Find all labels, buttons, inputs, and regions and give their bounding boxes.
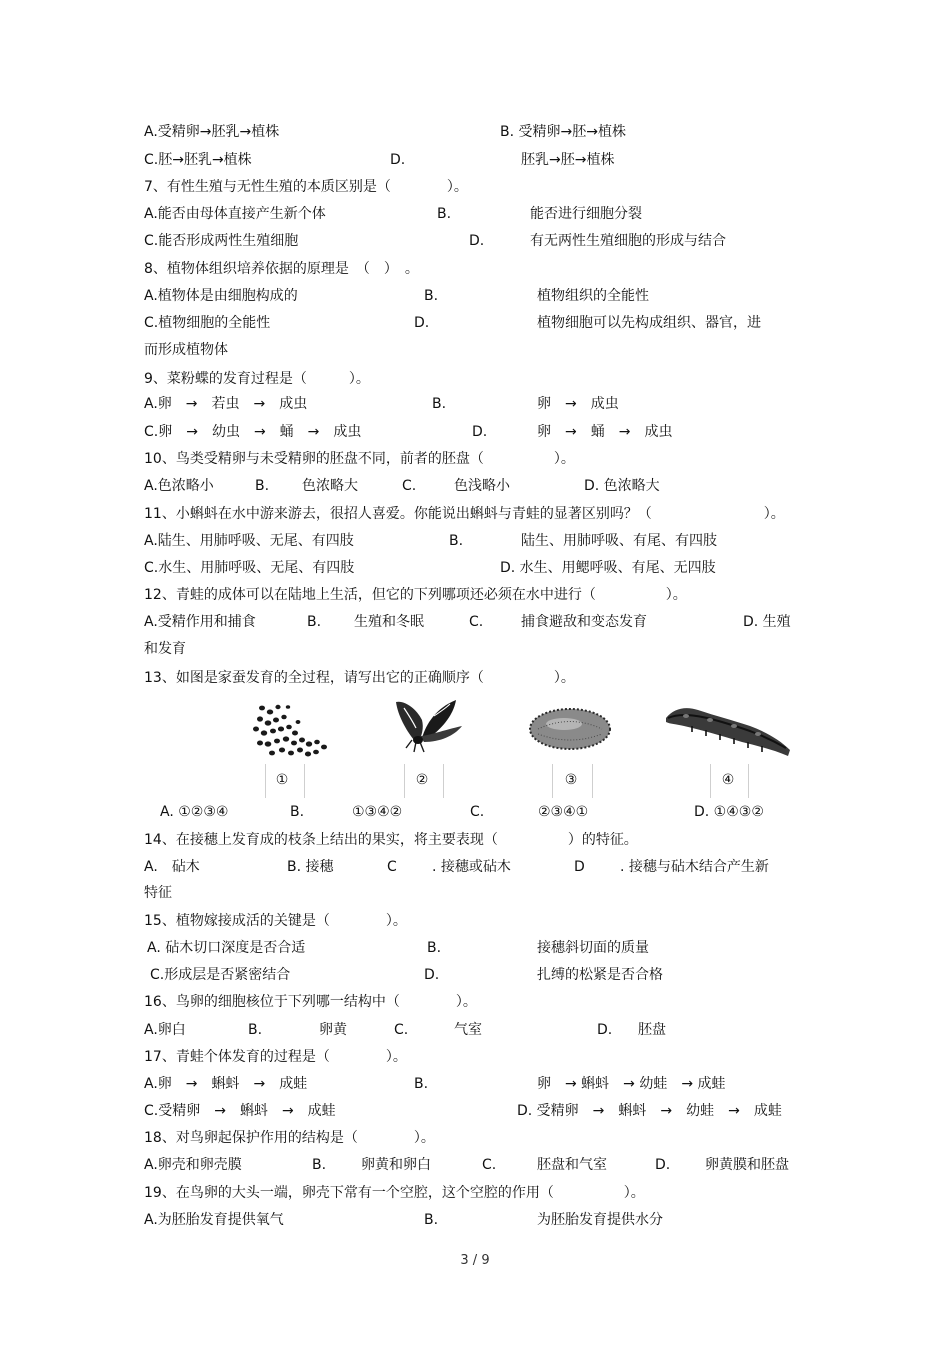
q13-stem: 13、如图是家蚕发育的全过程，请写出它的正确顺序（ ）。 xyxy=(144,670,575,686)
q16-stem: 16、鸟卵的细胞核位于下列哪一结构中（ ）。 xyxy=(144,994,477,1010)
q17-stem: 17、青蛙个体发育的过程是（ ）。 xyxy=(144,1049,407,1065)
q12-option-a: A.受精作用和捕食 xyxy=(144,614,256,630)
q14-option-d-text: . 接穗与砧木结合产生新 xyxy=(620,859,769,875)
q16-option-d-text: 胚盘 xyxy=(638,1022,666,1038)
q12-option-d: D. 生殖 xyxy=(743,614,791,630)
q9-option-b-letter: B. xyxy=(432,396,447,412)
q9-stem: 9、菜粉蝶的发育过程是（ ）。 xyxy=(144,371,370,387)
q18-option-d-letter: D. xyxy=(655,1157,671,1173)
q10-option-d: D. 色浓略大 xyxy=(584,478,660,494)
silkworm-moth-illustration xyxy=(384,690,466,756)
figure-divider xyxy=(304,764,305,798)
q7-option-d-text: 有无两性生殖细胞的形成与结合 xyxy=(530,233,726,249)
q16-option-a: A.卵白 xyxy=(144,1022,186,1038)
q6-option-d-text: 胚乳→胚→植株 xyxy=(521,152,615,168)
q11-option-b-letter: B. xyxy=(449,533,464,549)
figure-label-2: ② xyxy=(415,772,429,788)
q11-option-b-text: 陆生、用肺呼吸、有尾、有四肢 xyxy=(521,533,717,549)
q9-option-b-text: 卵 → 成虫 xyxy=(537,396,619,412)
q19-option-b-text: 为胚胎发育提供水分 xyxy=(537,1212,663,1228)
q13-option-b-text: ①③④② xyxy=(352,804,403,820)
q10-option-b-text: 色浓略大 xyxy=(302,478,358,494)
q12-option-c-text: 捕食避敌和变态发育 xyxy=(521,614,647,630)
q7-option-a: A.能否由母体直接产生新个体 xyxy=(144,206,326,222)
q8-option-b-text: 植物组织的全能性 xyxy=(537,288,649,304)
q19-stem: 19、在鸟卵的大头一端，卵壳下常有一个空腔，这个空腔的作用（ ）。 xyxy=(144,1185,645,1201)
q14-stem: 14、在接穗上发育成的枝条上结出的果实，将主要表现（ ）的特征。 xyxy=(144,832,638,848)
q6-option-b: B. 受精卵→胚→植株 xyxy=(500,124,626,140)
q8-option-d-letter: D. xyxy=(414,315,430,331)
figure-label-3: ③ xyxy=(564,772,578,788)
silkworm-cocoon-illustration xyxy=(528,704,612,754)
q14-option-c-letter: C xyxy=(387,859,397,875)
q6-option-d-letter: D. xyxy=(390,152,406,168)
figure-divider xyxy=(552,764,553,798)
q15-option-c: C.形成层是否紧密结合 xyxy=(150,967,291,983)
q18-option-b-text: 卵黄和卵白 xyxy=(361,1157,431,1173)
q17-option-d: D. 受精卵 → 蝌蚪 → 幼蛙 → 成蛙 xyxy=(517,1103,782,1119)
q12-option-b-letter: B. xyxy=(307,614,322,630)
silkworm-eggs-illustration xyxy=(248,698,330,764)
figure-divider xyxy=(265,764,266,798)
q15-stem: 15、植物嫁接成活的关键是（ ）。 xyxy=(144,913,407,929)
q12-option-c-letter: C. xyxy=(469,614,484,630)
q14-option-d-continuation: 特征 xyxy=(144,885,172,901)
q14-option-d-letter: D xyxy=(574,859,585,875)
q15-option-a: A. 砧木切口深度是否合适 xyxy=(147,940,306,956)
q16-option-b-text: 卵黄 xyxy=(319,1022,347,1038)
figure-divider xyxy=(443,764,444,798)
q17-option-a: A.卵 → 蝌蚪 → 成蛙 xyxy=(144,1076,308,1092)
q9-option-a: A.卵 → 若虫 → 成虫 xyxy=(144,396,308,412)
q8-option-d-continuation: 而形成植物体 xyxy=(144,342,228,358)
q18-option-b-letter: B. xyxy=(312,1157,327,1173)
q16-option-c-text: 气室 xyxy=(454,1022,482,1038)
q14-option-a: A. 砧木 xyxy=(144,859,200,875)
q17-option-b-text: 卵 → 蝌蚪 → 幼蛙 → 成蛙 xyxy=(537,1076,726,1092)
q14-option-b: B. 接穗 xyxy=(287,859,334,875)
figure-divider xyxy=(748,764,749,798)
q18-option-c-letter: C. xyxy=(482,1157,497,1173)
page-number: 3 / 9 xyxy=(460,1253,490,1268)
q8-option-d-text: 植物细胞可以先构成组织、器官，进 xyxy=(537,315,761,331)
q13-option-d: D. ①④③② xyxy=(694,804,764,820)
q11-option-a: A.陆生、用肺呼吸、无尾、有四肢 xyxy=(144,533,354,549)
q19-option-b-letter: B. xyxy=(424,1212,439,1228)
q15-option-b-letter: B. xyxy=(427,940,442,956)
figure-divider xyxy=(592,764,593,798)
q16-option-b-letter: B. xyxy=(248,1022,263,1038)
figure-label-4: ④ xyxy=(721,772,735,788)
q15-option-d-text: 扎缚的松紧是否合格 xyxy=(537,967,663,983)
q16-option-c-letter: C. xyxy=(394,1022,409,1038)
q12-stem: 12、青蛙的成体可以在陆地上生活，但它的下列哪项还必须在水中进行（ ）。 xyxy=(144,587,687,603)
q10-stem: 10、鸟类受精卵与未受精卵的胚盘不同，前者的胚盘（ ）。 xyxy=(144,451,575,467)
q17-option-b-letter: B. xyxy=(414,1076,429,1092)
q14-option-c-text: . 接穗或砧木 xyxy=(432,859,511,875)
q15-option-b-text: 接穗斜切面的质量 xyxy=(537,940,649,956)
q13-option-b-letter: B. xyxy=(290,804,305,820)
q16-option-d-letter: D. xyxy=(597,1022,613,1038)
silkworm-larva-illustration xyxy=(662,700,794,762)
figure-label-1: ① xyxy=(275,772,289,788)
q10-option-c-letter: C. xyxy=(402,478,417,494)
q11-option-c: C.水生、用肺呼吸、无尾、有四肢 xyxy=(144,560,355,576)
q6-option-c: C.胚→胚乳→植株 xyxy=(144,152,252,168)
q18-stem: 18、对鸟卵起保护作用的结构是（ ）。 xyxy=(144,1130,435,1146)
q15-option-d-letter: D. xyxy=(424,967,440,983)
q8-stem: 8、植物体组织培养依据的原理是 （ ） 。 xyxy=(144,261,419,277)
q7-option-b-text: 能否进行细胞分裂 xyxy=(530,206,642,222)
figure-divider xyxy=(404,764,405,798)
q18-option-d-text: 卵黄膜和胚盘 xyxy=(705,1157,789,1173)
q8-option-b-letter: B. xyxy=(424,288,439,304)
q9-option-d-letter: D. xyxy=(472,424,488,440)
q10-option-b-letter: B. xyxy=(255,478,270,494)
q17-option-c: C.受精卵 → 蝌蚪 → 成蛙 xyxy=(144,1103,336,1119)
q18-option-a: A.卵壳和卵壳膜 xyxy=(144,1157,242,1173)
q12-option-d-continuation: 和发育 xyxy=(144,641,186,657)
q19-option-a: A.为胚胎发育提供氧气 xyxy=(144,1212,284,1228)
q13-option-c-text: ②③④① xyxy=(538,804,589,820)
q11-stem: 11、小蝌蚪在水中游来游去，很招人喜爱。你能说出蝌蚪与青蛙的显著区别吗？（ ）。 xyxy=(144,506,785,522)
q7-option-b-letter: B. xyxy=(437,206,452,222)
q12-option-b-text: 生殖和冬眠 xyxy=(354,614,424,630)
figure-divider xyxy=(710,764,711,798)
q7-option-c: C.能否形成两性生殖细胞 xyxy=(144,233,299,249)
q7-option-d-letter: D. xyxy=(469,233,485,249)
q13-option-a: A. ①②③④ xyxy=(160,804,229,820)
q18-option-c-text: 胚盘和气室 xyxy=(537,1157,607,1173)
q11-option-d: D. 水生、用鳃呼吸、有尾、无四肢 xyxy=(500,560,716,576)
q10-option-c-text: 色浅略小 xyxy=(454,478,510,494)
q8-option-a: A.植物体是由细胞构成的 xyxy=(144,288,298,304)
q13-option-c-letter: C. xyxy=(470,804,485,820)
q6-option-a: A.受精卵→胚乳→植株 xyxy=(144,124,280,140)
q10-option-a: A.色浓略小 xyxy=(144,478,214,494)
q9-option-d-text: 卵 → 蛹 → 成虫 xyxy=(537,424,673,440)
q9-option-c: C.卵 → 幼虫 → 蛹 → 成虫 xyxy=(144,424,362,440)
q8-option-c: C.植物细胞的全能性 xyxy=(144,315,271,331)
q7-stem: 7、有性生殖与无性生殖的本质区别是（ ）。 xyxy=(144,179,468,195)
